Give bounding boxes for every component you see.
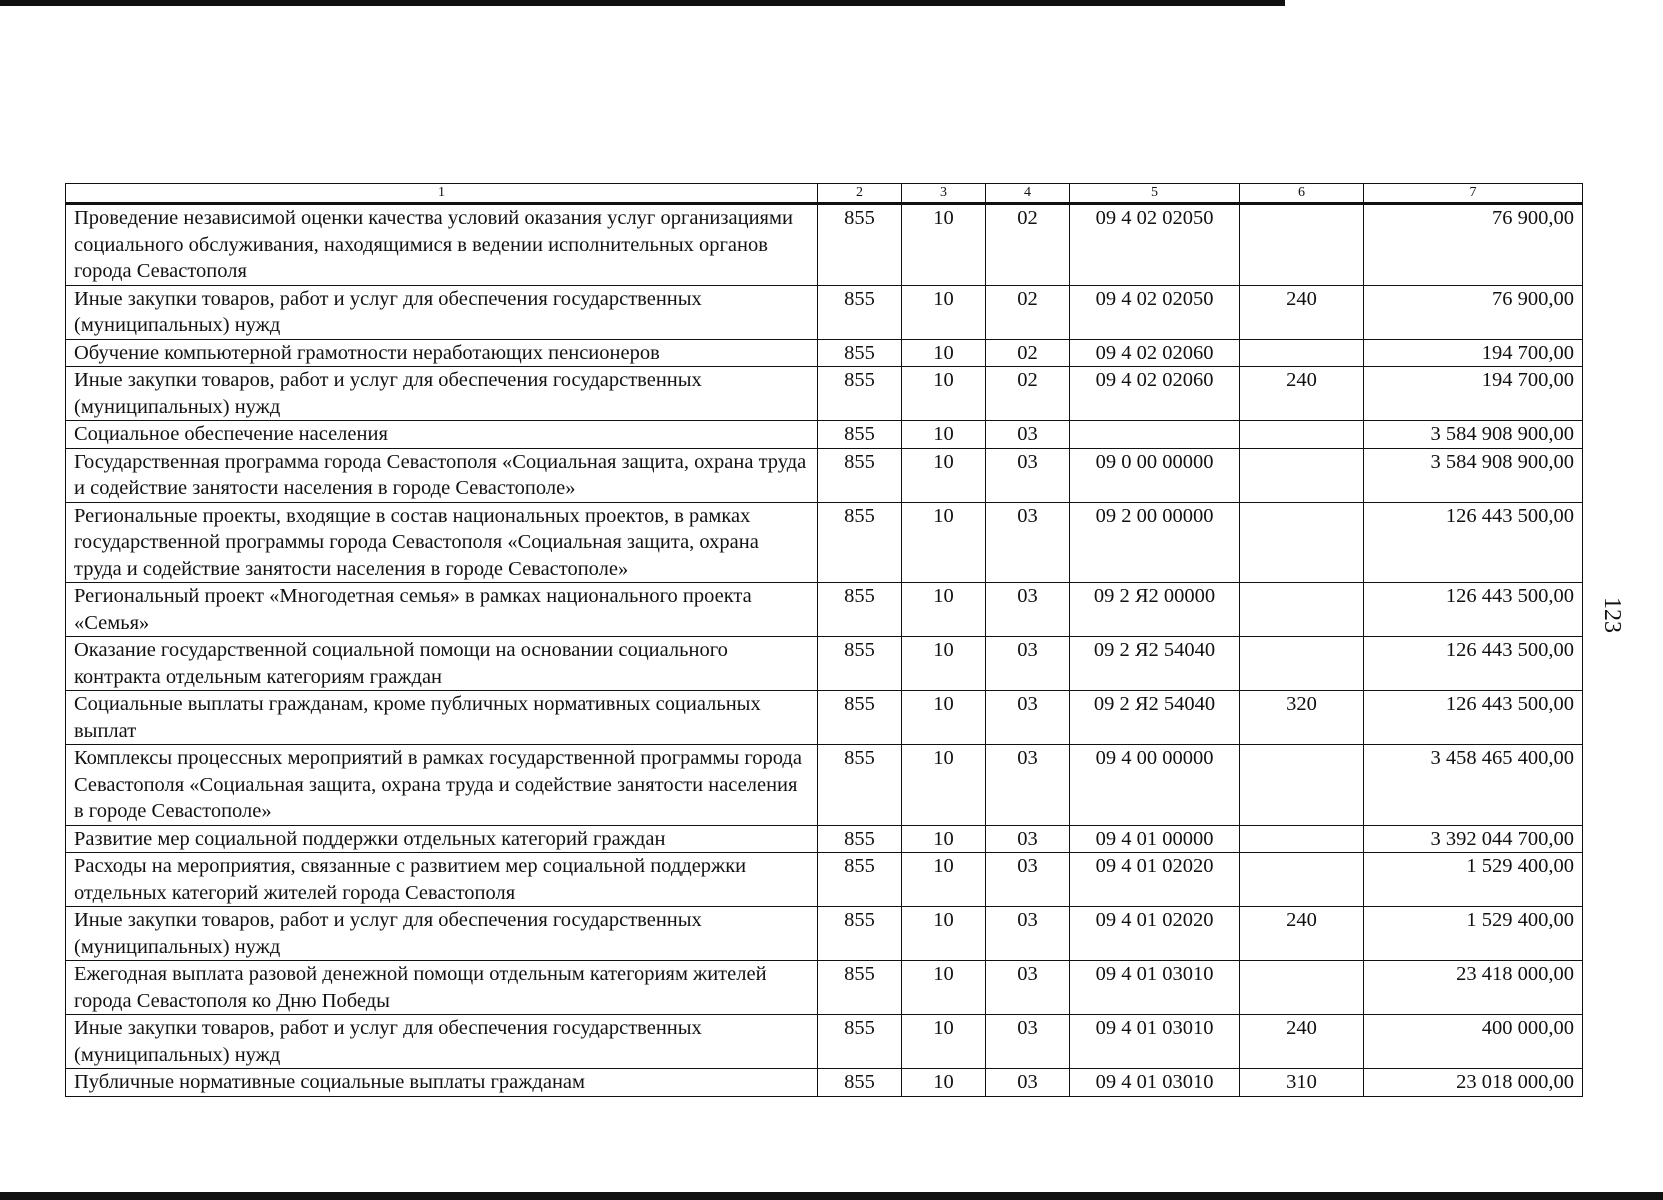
expense-type-cell	[1240, 745, 1364, 826]
ministry-code-cell: 855	[818, 1069, 902, 1097]
target-article-cell: 09 4 02 02060	[1070, 339, 1240, 367]
ministry-code-cell: 855	[818, 907, 902, 961]
subsection-code-cell: 03	[986, 961, 1070, 1015]
row-name-cell: Публичные нормативные социальные выплаты гражданам	[66, 1069, 818, 1097]
ministry-code-cell: 855	[818, 339, 902, 367]
subsection-code-cell: 03	[986, 825, 1070, 853]
table-row	[66, 907, 1583, 961]
section-code-cell: 10	[902, 1015, 986, 1069]
section-code-cell: 10	[902, 745, 986, 826]
subsection-code-cell: 03	[986, 853, 1070, 907]
target-article-cell: 09 4 01 03010	[1070, 1069, 1240, 1097]
target-article-cell: 09 2 Я2 00000	[1070, 583, 1240, 637]
table-row	[66, 1015, 1583, 1069]
target-article-cell: 09 4 01 02020	[1070, 907, 1240, 961]
section-code-cell: 10	[902, 367, 986, 421]
section-code-cell: 10	[902, 448, 986, 502]
subsection-code-cell: 03	[986, 502, 1070, 583]
subsection-code-cell: 02	[986, 285, 1070, 339]
target-article-cell: 09 4 02 02050	[1070, 285, 1240, 339]
amount-cell: 3 584 908 900,00	[1364, 448, 1583, 502]
row-name-cell: Иные закупки товаров, работ и услуг для обеспечения государственных (муниципальных) нужд	[66, 907, 818, 961]
ministry-code-cell: 855	[818, 853, 902, 907]
row-name-cell: Иные закупки товаров, работ и услуг для обеспечения государственных (муниципальных) нужд	[66, 1015, 818, 1069]
row-name-cell: Проведение независимой оценки качества условий оказания услуг организациями социального обслуживания, находящимися в ведении исполнительных органов города Севастополя	[66, 204, 818, 286]
row-name-cell: Комплексы процессных мероприятий в рамках государственной программы города Севастополя «Социальная защита, охрана труда и содействие занятости населения в городе Севастополе»	[66, 745, 818, 826]
column-number: 3	[902, 184, 986, 204]
column-number-row	[66, 184, 1583, 204]
expense-type-cell: 240	[1240, 367, 1364, 421]
row-name-cell: Региональные проекты, входящие в состав национальных проектов, в рамках государственной программы города Севастополя «Социальная защита, охрана труда и содействие занятости населения в городе Севастополе»	[66, 502, 818, 583]
amount-cell: 126 443 500,00	[1364, 583, 1583, 637]
table-row	[66, 1069, 1583, 1097]
row-name-cell: Региональный проект «Многодетная семья» в рамках национального проекта «Семья»	[66, 583, 818, 637]
row-name-cell: Ежегодная выплата разовой денежной помощи отдельным категориям жителей города Севастополя ко Дню Победы	[66, 961, 818, 1015]
table-row	[66, 367, 1583, 421]
section-code-cell: 10	[902, 637, 986, 691]
section-code-cell: 10	[902, 961, 986, 1015]
scan-edge-bottom	[0, 1192, 1663, 1200]
expense-type-cell	[1240, 583, 1364, 637]
row-name-cell: Расходы на мероприятия, связанные с развитием мер социальной поддержки отдельных категорий жителей города Севастополя	[66, 853, 818, 907]
table-row	[66, 637, 1583, 691]
target-article-cell: 09 4 01 03010	[1070, 961, 1240, 1015]
amount-cell: 194 700,00	[1364, 367, 1583, 421]
target-article-cell: 09 2 Я2 54040	[1070, 691, 1240, 745]
ministry-code-cell: 855	[818, 691, 902, 745]
section-code-cell: 10	[902, 421, 986, 449]
table-row	[66, 421, 1583, 449]
subsection-code-cell: 03	[986, 583, 1070, 637]
expense-type-cell: 240	[1240, 285, 1364, 339]
target-article-cell: 09 2 00 00000	[1070, 502, 1240, 583]
amount-cell: 76 900,00	[1364, 285, 1583, 339]
ministry-code-cell: 855	[818, 961, 902, 1015]
subsection-code-cell: 03	[986, 1069, 1070, 1097]
ministry-code-cell: 855	[818, 745, 902, 826]
target-article-cell: 09 4 01 02020	[1070, 853, 1240, 907]
expense-type-cell	[1240, 204, 1364, 286]
section-code-cell: 10	[902, 502, 986, 583]
section-code-cell: 10	[902, 907, 986, 961]
section-code-cell: 10	[902, 691, 986, 745]
row-name-cell: Государственная программа города Севастополя «Социальная защита, охрана труда и содействие занятости населения в городе Севастополе»	[66, 448, 818, 502]
subsection-code-cell: 03	[986, 637, 1070, 691]
column-number: 2	[818, 184, 902, 204]
ministry-code-cell: 855	[818, 825, 902, 853]
ministry-code-cell: 855	[818, 204, 902, 286]
amount-cell: 3 392 044 700,00	[1364, 825, 1583, 853]
row-name-cell: Социальные выплаты гражданам, кроме публичных нормативных социальных выплат	[66, 691, 818, 745]
subsection-code-cell: 02	[986, 367, 1070, 421]
expense-type-cell	[1240, 961, 1364, 1015]
expense-type-cell: 320	[1240, 691, 1364, 745]
row-name-cell: Социальное обеспечение населения	[66, 421, 818, 449]
target-article-cell: 09 0 00 00000	[1070, 448, 1240, 502]
target-article-cell: 09 4 02 02050	[1070, 204, 1240, 286]
table-row	[66, 853, 1583, 907]
section-code-cell: 10	[902, 204, 986, 286]
subsection-code-cell: 03	[986, 907, 1070, 961]
row-name-cell: Иные закупки товаров, работ и услуг для обеспечения государственных (муниципальных) нужд	[66, 367, 818, 421]
table-row	[66, 204, 1583, 286]
budget-table	[65, 183, 1583, 1097]
subsection-code-cell: 03	[986, 1015, 1070, 1069]
expense-type-cell	[1240, 637, 1364, 691]
subsection-code-cell: 03	[986, 691, 1070, 745]
ministry-code-cell: 855	[818, 448, 902, 502]
ministry-code-cell: 855	[818, 583, 902, 637]
row-name-cell: Обучение компьютерной грамотности неработающих пенсионеров	[66, 339, 818, 367]
amount-cell: 23 418 000,00	[1364, 961, 1583, 1015]
table-row	[66, 961, 1583, 1015]
target-article-cell: 09 2 Я2 54040	[1070, 637, 1240, 691]
table-row	[66, 825, 1583, 853]
amount-cell: 126 443 500,00	[1364, 691, 1583, 745]
subsection-code-cell: 03	[986, 745, 1070, 826]
amount-cell: 126 443 500,00	[1364, 502, 1583, 583]
row-name-cell: Развитие мер социальной поддержки отдельных категорий граждан	[66, 825, 818, 853]
expense-type-cell	[1240, 825, 1364, 853]
row-name-cell: Иные закупки товаров, работ и услуг для обеспечения государственных (муниципальных) нужд	[66, 285, 818, 339]
amount-cell: 76 900,00	[1364, 204, 1583, 286]
subsection-code-cell: 02	[986, 339, 1070, 367]
column-number: 6	[1240, 184, 1364, 204]
table-row	[66, 448, 1583, 502]
column-number: 7	[1364, 184, 1583, 204]
expense-type-cell: 240	[1240, 1015, 1364, 1069]
amount-cell: 126 443 500,00	[1364, 637, 1583, 691]
table-row	[66, 502, 1583, 583]
expense-type-cell	[1240, 421, 1364, 449]
section-code-cell: 10	[902, 583, 986, 637]
amount-cell: 400 000,00	[1364, 1015, 1583, 1069]
expense-type-cell	[1240, 502, 1364, 583]
ministry-code-cell: 855	[818, 637, 902, 691]
subsection-code-cell: 03	[986, 421, 1070, 449]
target-article-cell: 09 4 00 00000	[1070, 745, 1240, 826]
ministry-code-cell: 855	[818, 285, 902, 339]
section-code-cell: 10	[902, 339, 986, 367]
subsection-code-cell: 02	[986, 204, 1070, 286]
section-code-cell: 10	[902, 1069, 986, 1097]
scan-edge-top	[0, 0, 1285, 6]
expense-type-cell	[1240, 853, 1364, 907]
ministry-code-cell: 855	[818, 367, 902, 421]
row-name-cell: Оказание государственной социальной помощи на основании социального контракта отдельным категориям граждан	[66, 637, 818, 691]
amount-cell: 1 529 400,00	[1364, 853, 1583, 907]
column-number: 4	[986, 184, 1070, 204]
target-article-cell: 09 4 01 00000	[1070, 825, 1240, 853]
amount-cell: 3 458 465 400,00	[1364, 745, 1583, 826]
expense-type-cell: 310	[1240, 1069, 1364, 1097]
table-row	[66, 745, 1583, 826]
amount-cell: 194 700,00	[1364, 339, 1583, 367]
ministry-code-cell: 855	[818, 421, 902, 449]
table-row	[66, 285, 1583, 339]
table-row	[66, 339, 1583, 367]
table-row	[66, 583, 1583, 637]
ministry-code-cell: 855	[818, 1015, 902, 1069]
target-article-cell	[1070, 421, 1240, 449]
column-number: 5	[1070, 184, 1240, 204]
page-number: 123	[1599, 597, 1625, 633]
target-article-cell: 09 4 02 02060	[1070, 367, 1240, 421]
table-row	[66, 691, 1583, 745]
amount-cell: 3 584 908 900,00	[1364, 421, 1583, 449]
ministry-code-cell: 855	[818, 502, 902, 583]
subsection-code-cell: 03	[986, 448, 1070, 502]
column-number: 1	[66, 184, 818, 204]
target-article-cell: 09 4 01 03010	[1070, 1015, 1240, 1069]
section-code-cell: 10	[902, 285, 986, 339]
amount-cell: 1 529 400,00	[1364, 907, 1583, 961]
amount-cell: 23 018 000,00	[1364, 1069, 1583, 1097]
expense-type-cell	[1240, 448, 1364, 502]
expense-type-cell	[1240, 339, 1364, 367]
section-code-cell: 10	[902, 853, 986, 907]
section-code-cell: 10	[902, 825, 986, 853]
expense-type-cell: 240	[1240, 907, 1364, 961]
